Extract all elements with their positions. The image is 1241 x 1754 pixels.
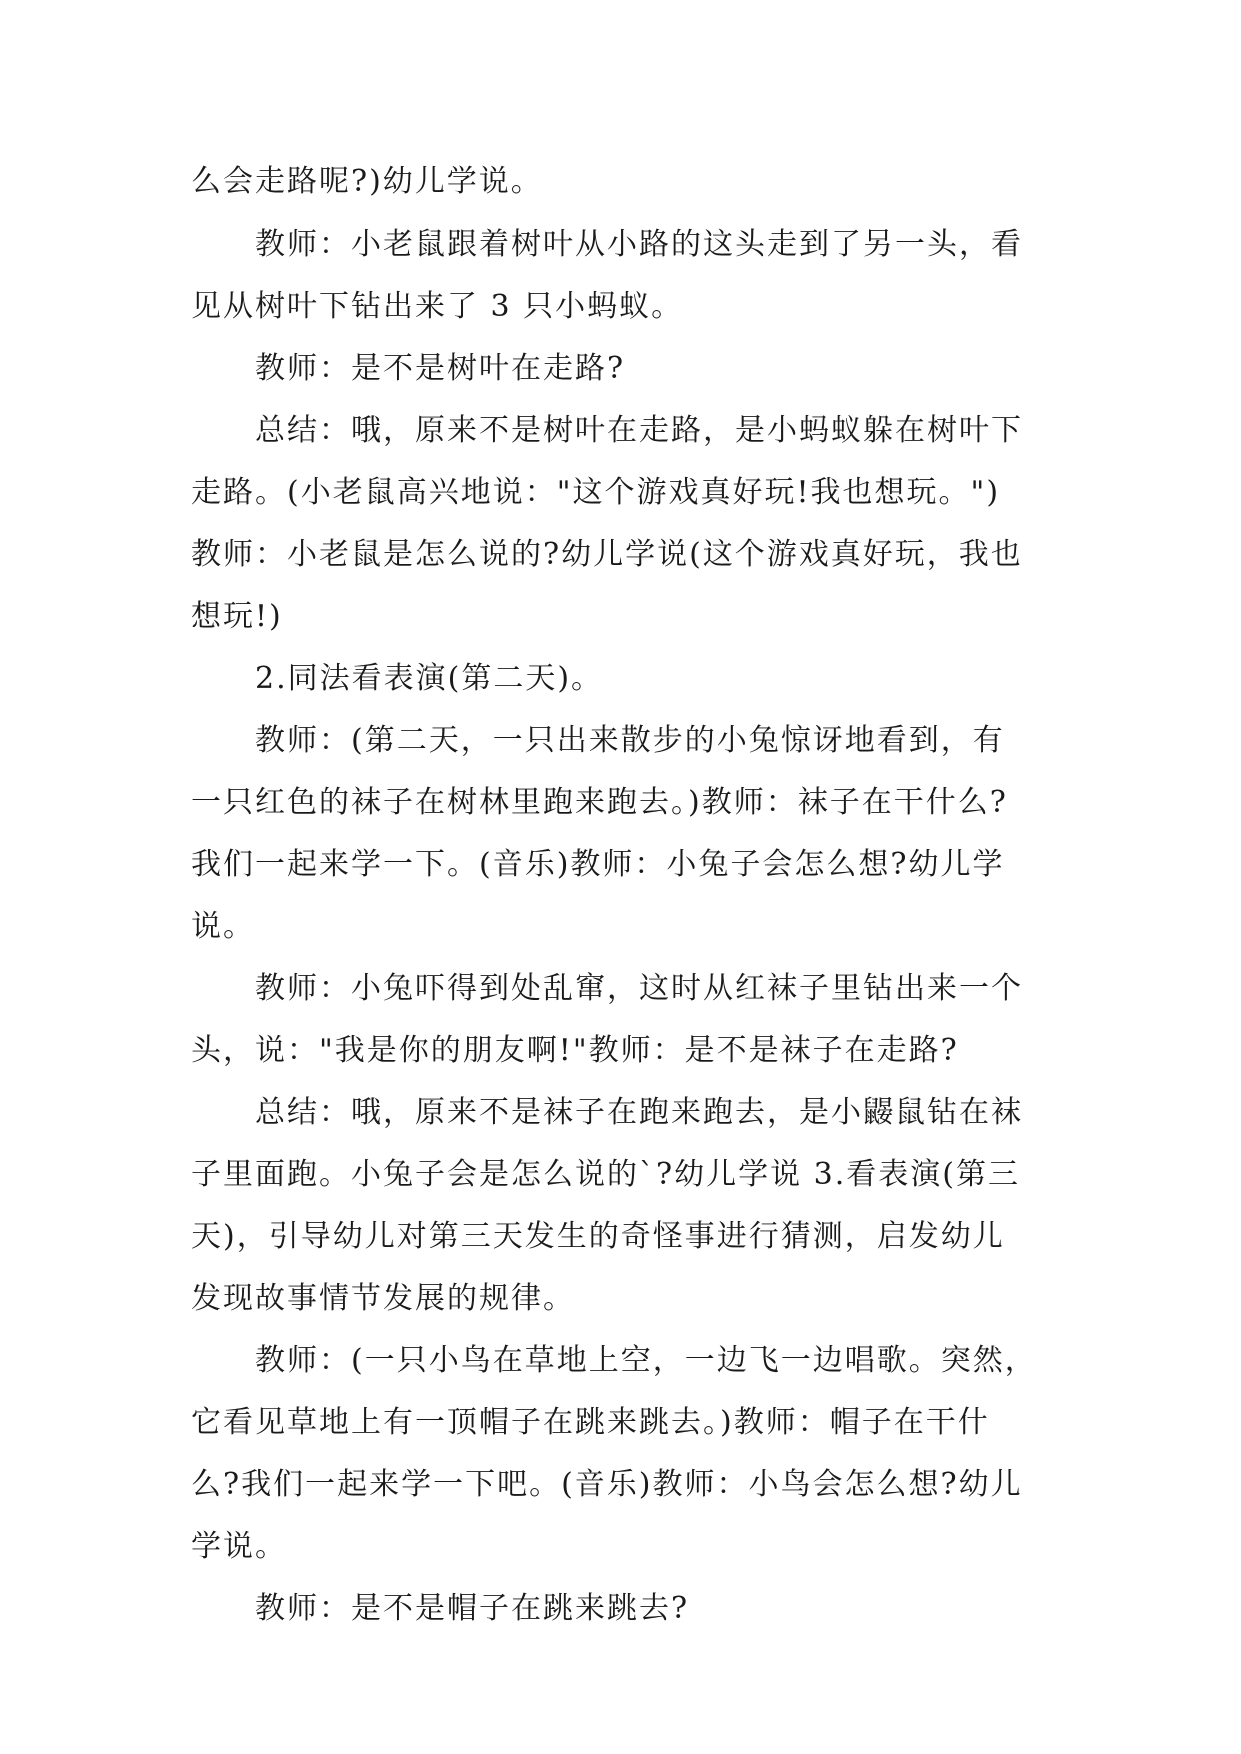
text-line: 2.同法看表演(第二天)。: [255, 661, 604, 696]
text-line: 教师：(第二天，一只出来散步的小兔惊讶地看到，有: [255, 723, 1005, 758]
text-line: 么?我们一起来学一下吧。(音乐)教师：小鸟会怎么想?幼儿: [191, 1467, 1023, 1502]
text-line: 教师：是不是帽子在跳来跳去?: [255, 1591, 690, 1626]
text-line: 天)，引导幼儿对第三天发生的奇怪事进行猜测，启发幼儿: [191, 1219, 1005, 1254]
text-line: 见从树叶下钻出来了 3 只小蚂蚁。: [191, 289, 684, 324]
text-line: 说。: [191, 909, 255, 944]
text-line: 教师：小老鼠跟着树叶从小路的这头走到了另一头，看: [255, 227, 1023, 262]
text-line: 一只红色的袜子在树林里跑来跑去。)教师：袜子在干什么?: [191, 785, 1008, 820]
text-line: 教师：小兔吓得到处乱窜，这时从红袜子里钻出来一个: [255, 971, 1023, 1006]
text-line: 走路。(小老鼠高兴地说："这个游戏真好玩!我也想玩。"): [191, 475, 1001, 510]
text-line: 头，说："我是你的朋友啊!"教师：是不是袜子在走路?: [191, 1033, 959, 1068]
text-line: 教师：(一只小鸟在草地上空，一边飞一边唱歌。突然，: [255, 1343, 1037, 1378]
text-line: 教师：是不是树叶在走路?: [255, 351, 626, 386]
text-line: 子里面跑。小兔子会是怎么说的`?幼儿学说 3.看表演(第三: [191, 1157, 1020, 1192]
text-line: 么会走路呢?)幼儿学说。: [191, 164, 543, 199]
text-line: 学说。: [191, 1529, 287, 1564]
text-line: 我们一起来学一下。(音乐)教师：小兔子会怎么想?幼儿学: [191, 847, 1005, 882]
text-line: 想玩!): [191, 599, 283, 634]
text-line: 教师：小老鼠是怎么说的?幼儿学说(这个游戏真好玩，我也: [191, 537, 1023, 572]
text-line: 它看见草地上有一顶帽子在跳来跳去。)教师：帽子在干什: [191, 1405, 990, 1440]
text-line: 总结：哦，原来不是树叶在走路，是小蚂蚁躲在树叶下: [255, 413, 1023, 448]
text-line: 总结：哦，原来不是袜子在跑来跑去，是小鼹鼠钻在袜: [255, 1095, 1023, 1130]
text-line: 发现故事情节发展的规律。: [191, 1281, 575, 1316]
